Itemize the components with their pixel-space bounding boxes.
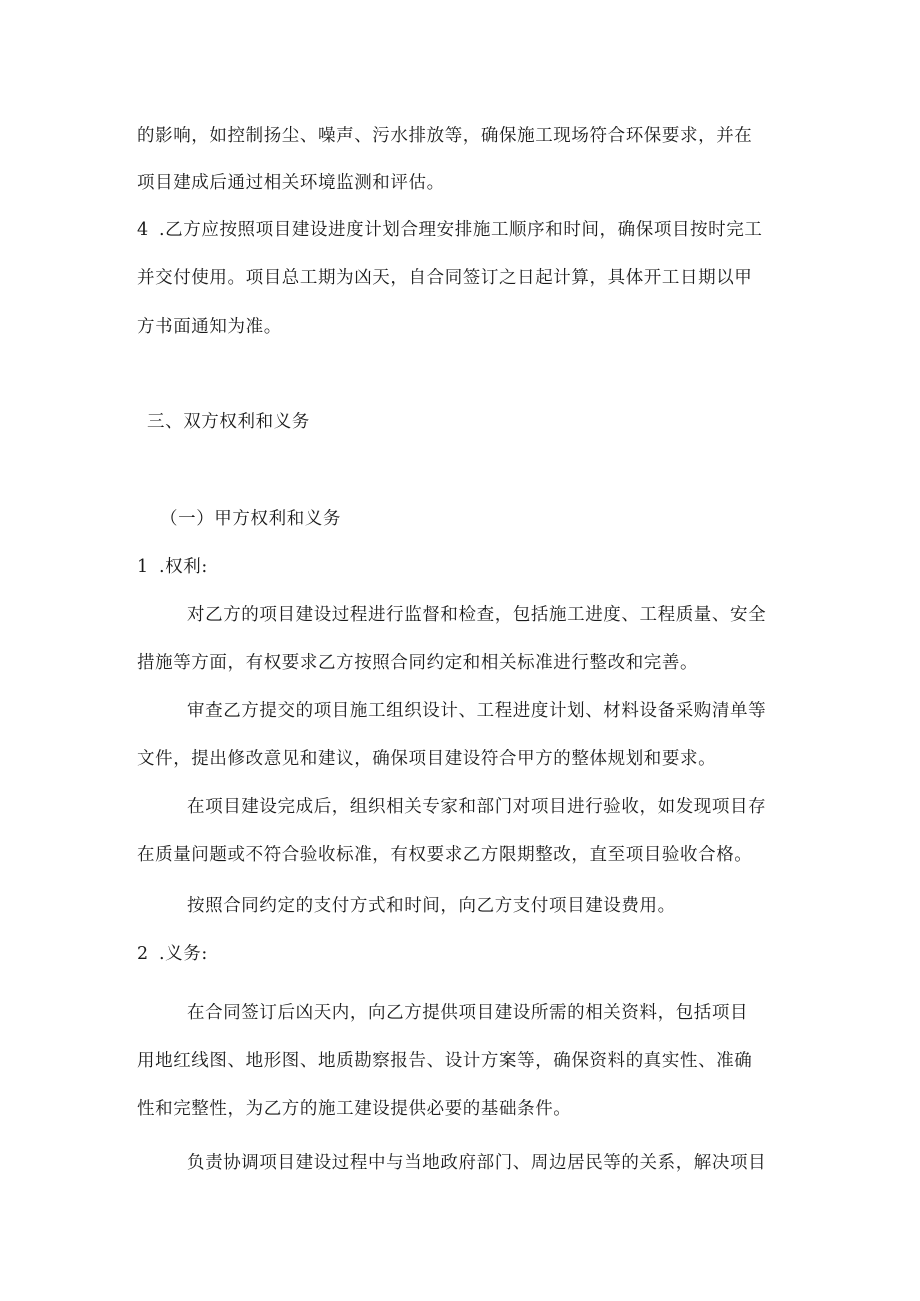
paragraph-line: 在合同签订后凶天内，向乙方提供项目建设所需的相关资料，包括项目 [187, 1003, 749, 1023]
paragraph-line: 项目建成后通过相关环境监测和评估。 [137, 173, 445, 193]
paragraph-line: 用地红线图、地形图、地质勘察报告、设计方案等，确保资料的真实性、准确 [137, 1051, 753, 1071]
paragraph-line: 对乙方的项目建设过程进行监督和检查，包括施工进度、工程质量、安全 [187, 605, 767, 625]
paragraph-line: 审查乙方提交的项目施工组织设计、工程进度计划、材料设备采购清单等 [187, 701, 767, 721]
list-number: 1 [137, 557, 149, 577]
list-item-4: 4 .乙方应按照项目建设进度计划合理安排施工顺序和时间，确保项目按时完工 [137, 220, 763, 240]
list-item-2: 2 .义务: [137, 944, 208, 964]
subsection-heading: （一）甲方权利和义务 [160, 509, 341, 529]
paragraph-line: 方书面通知为准。 [137, 317, 282, 337]
paragraph-line: 在项目建设完成后，组织相关专家和部门对项目进行验收，如发现项目存 [187, 797, 767, 817]
list-number: 2 [137, 944, 149, 964]
list-number: 4 [137, 220, 149, 240]
paragraph-line: 在质量问题或不符合验收标准，有权要求乙方限期整改，直至项目验收合格。 [137, 845, 753, 865]
paragraph-line: 性和完整性，为乙方的施工建设提供必要的基础条件。 [137, 1099, 572, 1119]
section-heading: 三、双方权利和义务 [147, 412, 310, 432]
paragraph-line: 负责协调项目建设过程中与当地政府部门、周边居民等的关系，解决项目 [187, 1153, 767, 1173]
paragraph-line: 措施等方面，有权要求乙方按照合同约定和相关标准进行整改和完善。 [137, 653, 699, 673]
paragraph-line: 并交付使用。项目总工期为凶天，自合同签订之日起计算，具体开工日期以甲 [137, 268, 753, 288]
paragraph-line: 按照合同约定的支付方式和时间，向乙方支付项目建设费用。 [187, 896, 676, 916]
paragraph-line: 的影响，如控制扬尘、噪声、污水排放等，确保施工现场符合环保要求，并在 [137, 126, 753, 146]
paragraph-line: 文件，提出修改意见和建议，确保项目建设符合甲方的整体规划和要求。 [137, 749, 717, 769]
list-item-1: 1 .权利: [137, 557, 208, 577]
